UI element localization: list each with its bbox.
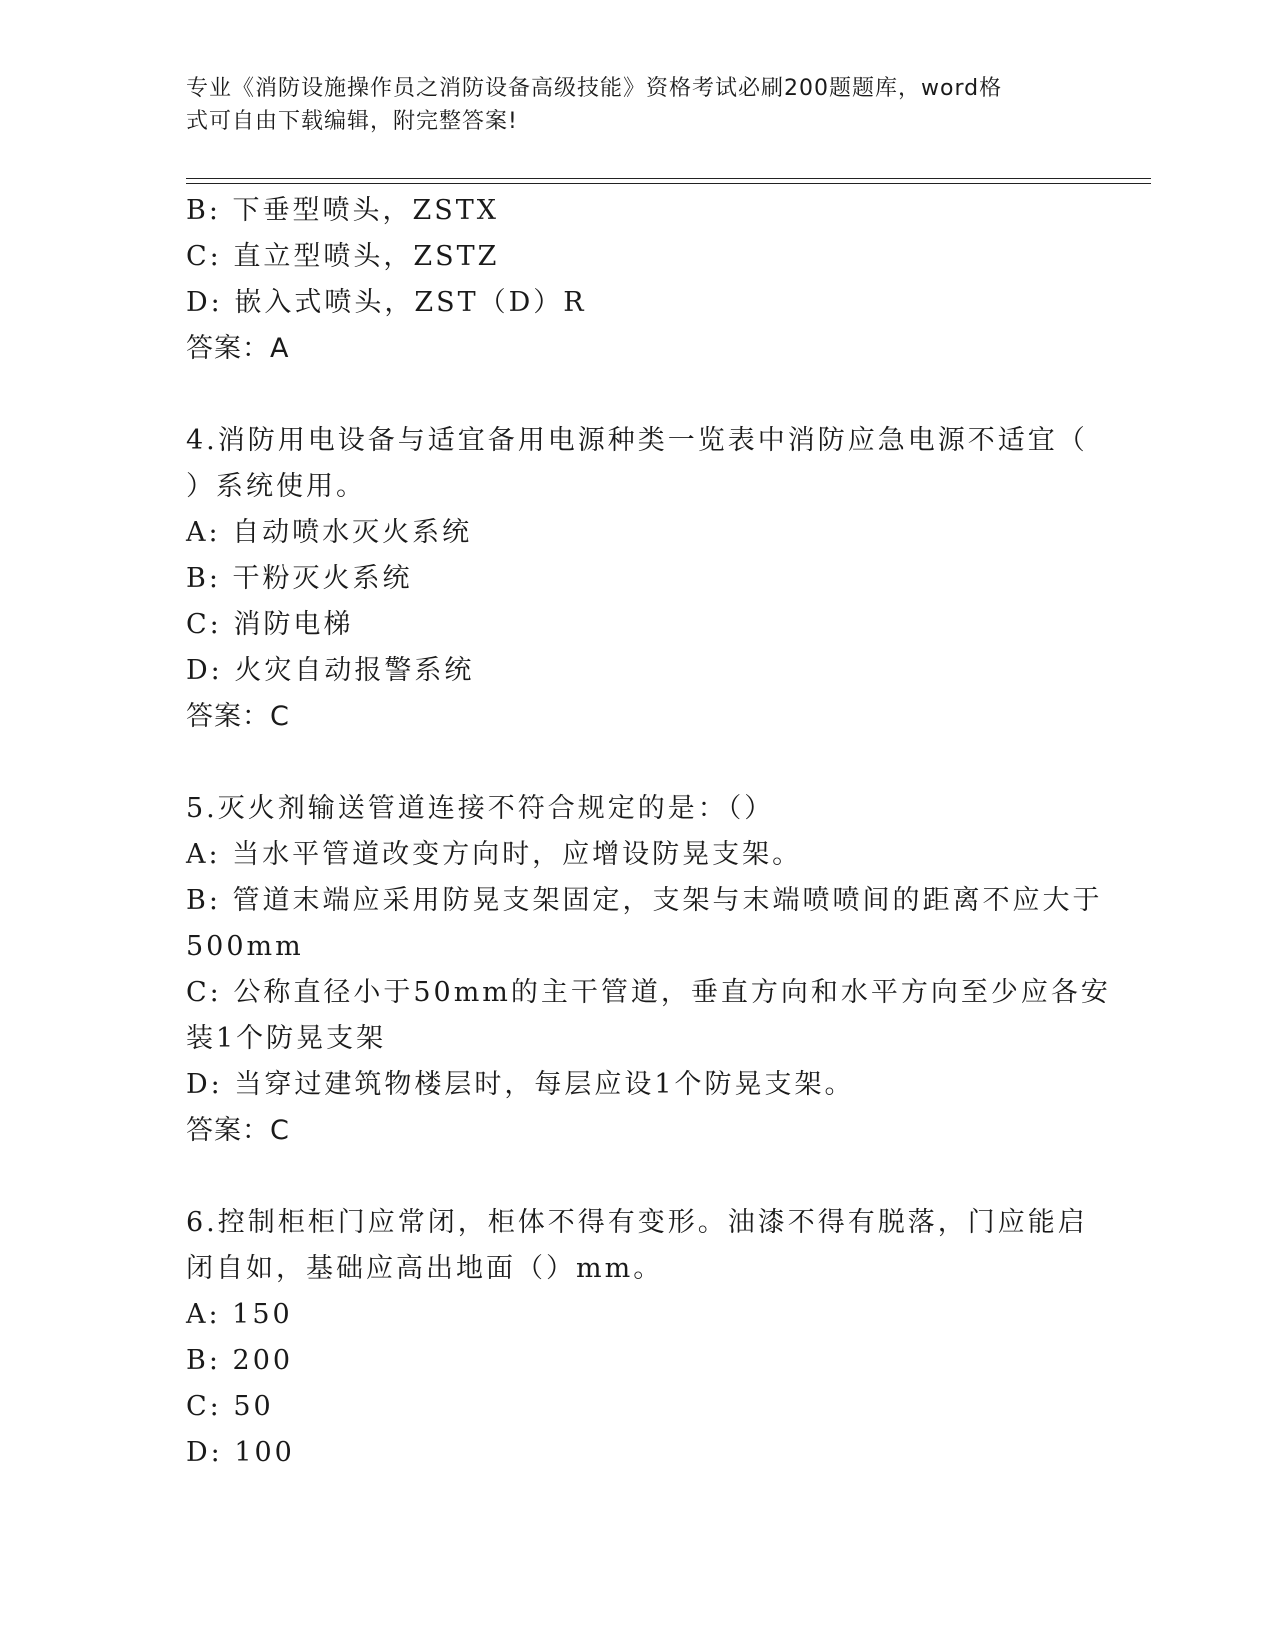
option-d: D: 当穿过建筑物楼层时，每层应设1个防晃支架。 [186,1069,855,1100]
question-stem-line-1: 4.消防用电设备与适宜备用电源种类一览表中消防应急电源不适宜（ [186,425,1088,456]
option-d: D: 火灾自动报警系统 [186,655,475,686]
option-b: B: 200 [186,1345,294,1376]
option-a: A: 当水平管道改变方向时，应增设防晃支架。 [186,839,803,870]
question-spacer [186,1154,1086,1200]
question-6 [186,1200,1086,1476]
option-c-line-1: C: 公称直径小于50mm的主干管道，垂直方向和水平方向至少应各安 [186,977,1111,1008]
option-b-line-1: B: 管道末端应采用防晃支架固定，支架与末端喷喷间的距离不应大于 [186,885,1103,916]
header-divider-top [186,178,1151,179]
option-d: D: 100 [186,1437,295,1468]
header-line-1: 专业《消防设施操作员之消防设备高级技能》资格考试必刷200题题库，word格 [186,76,1003,101]
question-spacer [186,740,1086,786]
question-4 [186,418,1086,740]
question-stem-line-1: 6.控制柜柜门应常闭，柜体不得有变形。油漆不得有脱落，门应能启 [186,1207,1088,1238]
question-5 [186,786,1111,1154]
option-d: D: 嵌入式喷头，ZST（D）R [186,287,587,318]
option-b: B: 干粉灭火系统 [186,563,413,594]
option-c: C: 消防电梯 [186,609,354,640]
option-c: C: 50 [186,1391,274,1422]
question-stem-line-2: 闭自如，基础应高出地面（）mm。 [186,1253,664,1284]
option-c: C: 直立型喷头，ZSTZ [186,241,500,272]
answer-label: 答案：C [186,1115,290,1146]
option-a: A: 150 [186,1299,293,1330]
question-list [186,188,1111,1476]
answer-label: 答案：C [186,701,290,732]
question-stem: 5.灭火剂输送管道连接不符合规定的是：（） [186,793,775,824]
question-3 [186,188,1086,372]
question-spacer [186,372,1086,418]
option-a: A: 自动喷水灭火系统 [186,517,473,548]
document-header [186,72,1066,138]
header-divider-bottom [186,183,1151,184]
answer-label: 答案：A [186,333,290,364]
option-b: B: 下垂型喷头，ZSTX [186,195,500,226]
header-line-2: 式可自由下载编辑，附完整答案! [186,109,518,134]
option-b-line-2: 500mm [186,931,304,962]
question-stem-line-2: ）系统使用。 [186,471,366,502]
option-c-line-2: 装1个防晃支架 [186,1023,387,1054]
